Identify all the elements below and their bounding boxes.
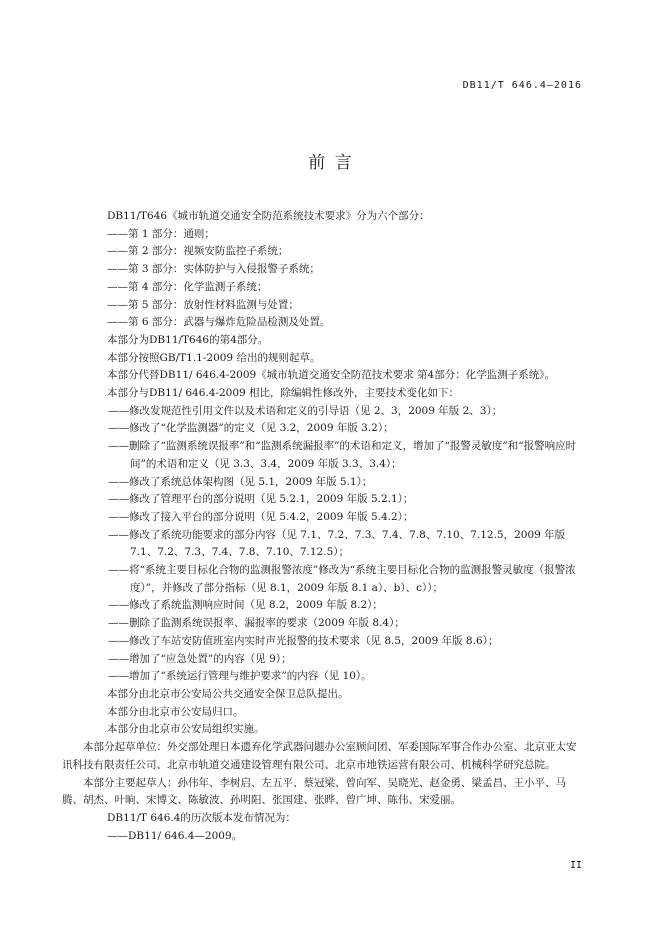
- change-item: ——增加了“应急处置”的内容（见 9）；: [108, 652, 292, 665]
- drafting-organizations: 本部分起草单位：外交部处理日本遗弃化学武器问题办公室顾问团、军委国际军事合作办公室、北京亚太安讯科技有限责任公司、北京市轨道交通建设管理有限公司、北京市地铁运营有限公司、机械科学研究总院。: [62, 741, 577, 771]
- version-history-heading: DB11/T 646.4的历次版本发布情况为：: [107, 811, 296, 824]
- change-item: ——修改发规范性引用文件以及术语和定义的引导语（见 2、3，2009 年版 2、3）；: [108, 404, 503, 417]
- part-item: ——第 2 部分：视频安防监控子系统；: [107, 245, 289, 258]
- change-item: ——修改了“化学监测器”的定义（见 3.2，2009 年版 3.2）；: [108, 422, 394, 435]
- closing-paragraph: 本部分由北京市公安局公共交通安全保卫总队提出。: [107, 687, 349, 700]
- change-item: ——删除了“监测系统误报率”和“监测系统漏报率”的术语和定义，增加了“报警灵敏度”和“报警响应时间”的术语和定义（见 3.3、3.4，2009 年版 3.3、3.4）；: [108, 440, 577, 470]
- statement-paragraph: 本部分代替DB11/ 646.4-2009《城市轨道交通安全防范技术要求 第4部分：化学监测子系统》。: [107, 369, 555, 382]
- part-item: ——第 4 部分：化学监测子系统；: [107, 280, 268, 293]
- foreword-body: [62, 208, 584, 845]
- change-item: ——修改了系统功能要求的部分内容（见 7.1、7.2、7.3、7.4、7.8、7.10、7.12.5，2009 年版 7.1、7.2、7.3、7.4、7.8、7.10、7.12.5）；: [108, 528, 566, 559]
- change-item: ——增加了“系统运行管理与维护要求”的内容（见 10）。: [108, 670, 372, 683]
- part-item: ——第 5 部分：放射性材料监测与处置；: [107, 298, 299, 311]
- part-item: ——第 6 部分：武器与爆炸危险品检测及处置。: [107, 316, 331, 329]
- closing-paragraph: 本部分由北京市公安局组织实施。: [107, 723, 265, 736]
- part-item: ——第 1 部分：通则；: [107, 227, 215, 240]
- change-item: ——修改了管理平台的部分说明（见 5.2.1，2009 年版 5.2.1）；: [108, 493, 414, 506]
- part-item: ——第 3 部分：实体防护与入侵报警子系统；: [107, 263, 320, 276]
- change-item: ——修改了接入平台的部分说明（见 5.4.2，2009 年版 5.4.2）；: [108, 510, 414, 523]
- intro-paragraph: DB11/T646《城市轨道交通安全防范系统技术要求》分为六个部分：: [107, 210, 430, 222]
- change-item: ——修改了系统总体架构图（见 5.1，2009 年版 5.1）；: [108, 475, 373, 488]
- statement-paragraph: 本部分与DB11/ 646.4-2009 相比，除编辑性修改外，主要技术变化如下：: [107, 387, 460, 400]
- change-item: ——修改了车站安防值班室内实时声光报警的技术要求（见 8.5，2009 年版 8.6）；: [108, 634, 499, 647]
- change-item: ——修改了系统监测响应时间（见 8.2，2009 年版 8.2）；: [108, 599, 383, 612]
- statement-paragraph: 本部分按照GB/T1.1-2009 给出的规则起草。: [107, 351, 321, 364]
- version-history-item: ——DB11/ 646.4—2009。: [107, 829, 243, 842]
- standard-code: DB11/T 646.4—2016: [462, 80, 582, 91]
- closing-paragraph: 本部分由北京市公安局归口。: [107, 705, 244, 718]
- page-number: II: [569, 860, 582, 871]
- statement-paragraph: 本部分为DB11/T646的第4部分。: [107, 333, 269, 346]
- page-title: 前 言: [308, 153, 354, 173]
- change-item: ——将“系统主要目标化合物的监测报警浓度”修改为“系统主要目标化合物的监测报警灵敏度（报警浓度）”，并修改了部分指标（见 8.1，2009 年版 8.1 a）、b）、c））；: [108, 564, 576, 594]
- change-item: ——删除了监测系统误报率、漏报率的要求（2009 年版 8.4）；: [108, 617, 405, 630]
- drafters: 本部分主要起草人：孙伟年、李树启、左五平、蔡冠梁、曾向军、吴晓光、赵金勇、梁孟昌、王小平、马腾、胡杰、叶晌、宋博文、陈敏波、孙明阳、张国建、张晔、曾广坤、陈伟、宋爱丽。: [62, 776, 566, 807]
